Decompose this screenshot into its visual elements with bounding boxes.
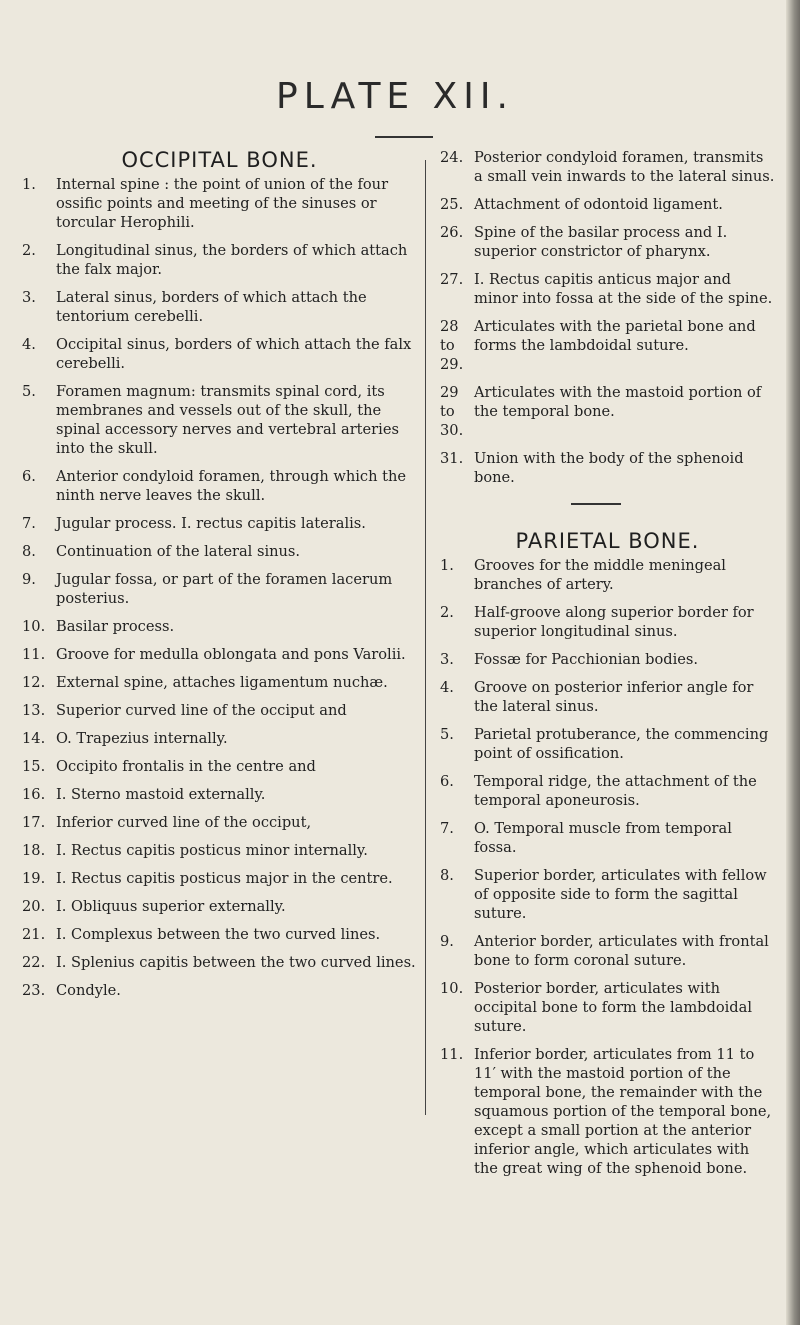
entry-item [440,678,775,716]
entry-text: Posterior border, articulates with occipital bone to form the lambdoidal suture. [474,979,753,1035]
title-rule [375,136,433,138]
entry-text: Condyle. [56,982,121,999]
entry-text: Union with the body of the sphenoid bone. [474,450,744,486]
entry-item [22,175,417,232]
entry-item [440,556,775,594]
entry-number: 17. [22,814,46,831]
entry-item [440,979,775,1036]
entry-number: 8. [440,866,454,884]
entry-item [22,813,417,832]
entry-item [440,1045,775,1178]
entry-item [22,981,417,1000]
entry-text: I. Splenius capitis between the two curved lines. [56,954,416,971]
parietal-section-title: PARIETAL BONE. [515,528,700,553]
entry-item [22,514,417,533]
entry-number: 3. [440,650,454,668]
entry-text: Basilar process. [56,618,175,635]
entry-number: 7. [440,819,454,837]
entry-number: 6. [440,772,454,790]
entry-item [22,925,417,944]
entry-item [22,542,417,561]
entry-item [22,617,417,636]
entry-number: 22. [22,954,46,971]
occipital-section-title: OCCIPITAL BONE. [121,148,318,172]
entry-text: I. Obliquus superior externally. [56,898,286,915]
entry-item [440,603,775,641]
entry-number: 9. [22,571,36,588]
entry-item [440,223,775,261]
entry-item [22,382,417,458]
entry-text: O. Temporal muscle from temporal fossa. [474,819,732,856]
entry-text: Articulates with the parietal bone and forms the lambdoidal suture. [474,318,756,354]
entry-text: Half-groove along superior border for superior longitudinal sinus. [474,603,754,640]
section-separator [571,503,621,505]
entry-item [22,785,417,804]
entry-text: Groove on posterior inferior angle for the lateral sinus. [474,678,754,715]
entry-number: 31. [440,450,464,467]
entry-number: 18. [22,842,46,859]
entry-number: 28 to 29. [440,318,464,373]
entry-item [440,819,775,857]
entry-number: 26. [440,224,464,241]
entry-number: 9. [440,932,454,950]
entry-number: 5. [22,383,36,400]
entry-item [440,195,775,214]
entry-item [22,953,417,972]
entry-text: I. Rectus capitis anticus major and minor into fossa at the side of the spine. [474,271,773,307]
entry-text: Occipital sinus, borders of which attach the falx cerebelli. [56,336,412,372]
entry-text: I. Sterno mastoid externally. [56,786,266,803]
entry-number: 25. [440,196,464,213]
entry-text: Superior curved line of the occiput and [56,702,347,719]
entry-text: Fossæ for Pacchionian bodies. [474,650,699,668]
entry-item [440,866,775,923]
entry-text: Anterior condyloid foramen, through which the ninth nerve leaves the skull. [56,468,407,504]
plate-title: PLATE XII. [276,76,514,117]
entry-number: 13. [22,702,46,719]
parietal-entry-list [440,556,775,1178]
entry-text: Jugular process. I. rectus capitis lateralis. [56,515,366,532]
occipital-entry-list [22,175,417,1000]
entry-number: 16. [22,786,46,803]
entry-number: 10. [22,618,46,635]
entry-text: Groove for medulla oblongata and pons Varolii. [56,646,406,663]
entry-number: 21. [22,926,46,943]
entry-text: Continuation of the lateral sinus. [56,543,301,560]
entry-item [440,383,775,440]
entry-item [440,270,775,308]
left-column [22,148,417,1009]
entry-text: Inferior curved line of the occiput, [56,814,312,831]
right-column [440,148,775,1187]
entry-text: Spine of the basilar process and I. superior constrictor of pharynx. [474,224,728,260]
entry-text: Temporal ridge, the attachment of the temporal aponeurosis. [474,772,757,809]
entry-item [22,701,417,720]
entry-number: 11. [440,1045,464,1063]
entry-text: Posterior condyloid foramen, transmits a small vein inwards to the lateral sinus. [474,149,775,185]
entry-text: Articulates with the mastoid portion of the temporal bone. [474,384,762,420]
entry-number: 2. [440,603,454,621]
entry-item [22,841,417,860]
entry-item [22,241,417,279]
entry-number: 12. [22,674,46,691]
entry-item [22,729,417,748]
entry-number: 29 to 30. [440,384,464,439]
entry-number: 11. [22,646,46,663]
entry-number: 27. [440,271,464,288]
entry-item [440,449,775,487]
entry-item [22,757,417,776]
entry-number: 4. [440,678,454,696]
entry-number: 19. [22,870,46,887]
entry-text: I. Rectus capitis posticus minor internally. [56,842,368,859]
entry-number: 10. [440,979,464,997]
entry-number: 6. [22,468,36,485]
column-divider [425,160,426,1115]
entry-text: Occipito frontalis in the centre and [56,758,316,775]
entry-number: 8. [22,543,36,560]
entry-number: 23. [22,982,46,999]
entry-text: Inferior border, articulates from 11 to 11′ with the mastoid portion of the temporal bone, the remainder with the squamous portion of the temporal bone, except a small portion at the anterior inferior angle, which articulates with the great wing of the sphenoid bone. [474,1045,772,1177]
entry-text: Parietal protuberance, the commencing point of ossification. [474,725,769,762]
occipital-entry-list-continued [440,148,775,487]
entry-item [22,288,417,326]
entry-number: 1. [22,176,36,193]
entry-text: I. Rectus capitis posticus major in the centre. [56,870,393,887]
entry-item [440,772,775,810]
entry-item [440,650,775,669]
entry-number: 14. [22,730,46,747]
entry-text: Grooves for the middle meningeal branches of artery. [474,556,726,593]
entry-item [22,673,417,692]
entry-text: Foramen magnum: transmits spinal cord, its membranes and vessels out of the skull, the spinal accessory nerves and vertebral arteries into the skull. [56,383,399,457]
entry-text: Longitudinal sinus, the borders of which attach the falx major. [56,242,408,278]
entry-number: 24. [440,149,464,166]
entry-text: Attachment of odontoid ligament. [474,196,723,213]
entry-number: 4. [22,336,36,353]
entry-item [22,335,417,373]
entry-item [22,869,417,888]
entry-item [440,317,775,374]
entry-item [440,725,775,763]
entry-item [22,645,417,664]
entry-item [440,932,775,970]
entry-text: Lateral sinus, borders of which attach the tentorium cerebelli. [56,289,367,325]
entry-text: I. Complexus between the two curved lines. [56,926,381,943]
entry-item [22,467,417,505]
entry-number: 5. [440,725,454,743]
page-edge-shadow [786,0,800,1325]
entry-number: 3. [22,289,36,306]
entry-text: Superior border, articulates with fellow of opposite side to form the sagittal suture. [474,866,767,922]
entry-text: O. Trapezius internally. [56,730,228,747]
entry-number: 20. [22,898,46,915]
entry-text: External spine, attaches ligamentum nuchæ. [56,674,388,691]
entry-number: 15. [22,758,46,775]
entry-text: Internal spine : the point of union of the four ossific points and meeting of the sinuses or torcular Herophili. [56,176,389,231]
entry-text: Anterior border, articulates with frontal bone to form coronal suture. [474,932,769,969]
entry-text: Jugular fossa, or part of the foramen lacerum posterius. [56,571,393,607]
entry-item [440,148,775,186]
entry-item [22,897,417,916]
entry-number: 2. [22,242,36,259]
entry-number: 7. [22,515,36,532]
entry-item [22,570,417,608]
entry-number: 1. [440,556,454,574]
